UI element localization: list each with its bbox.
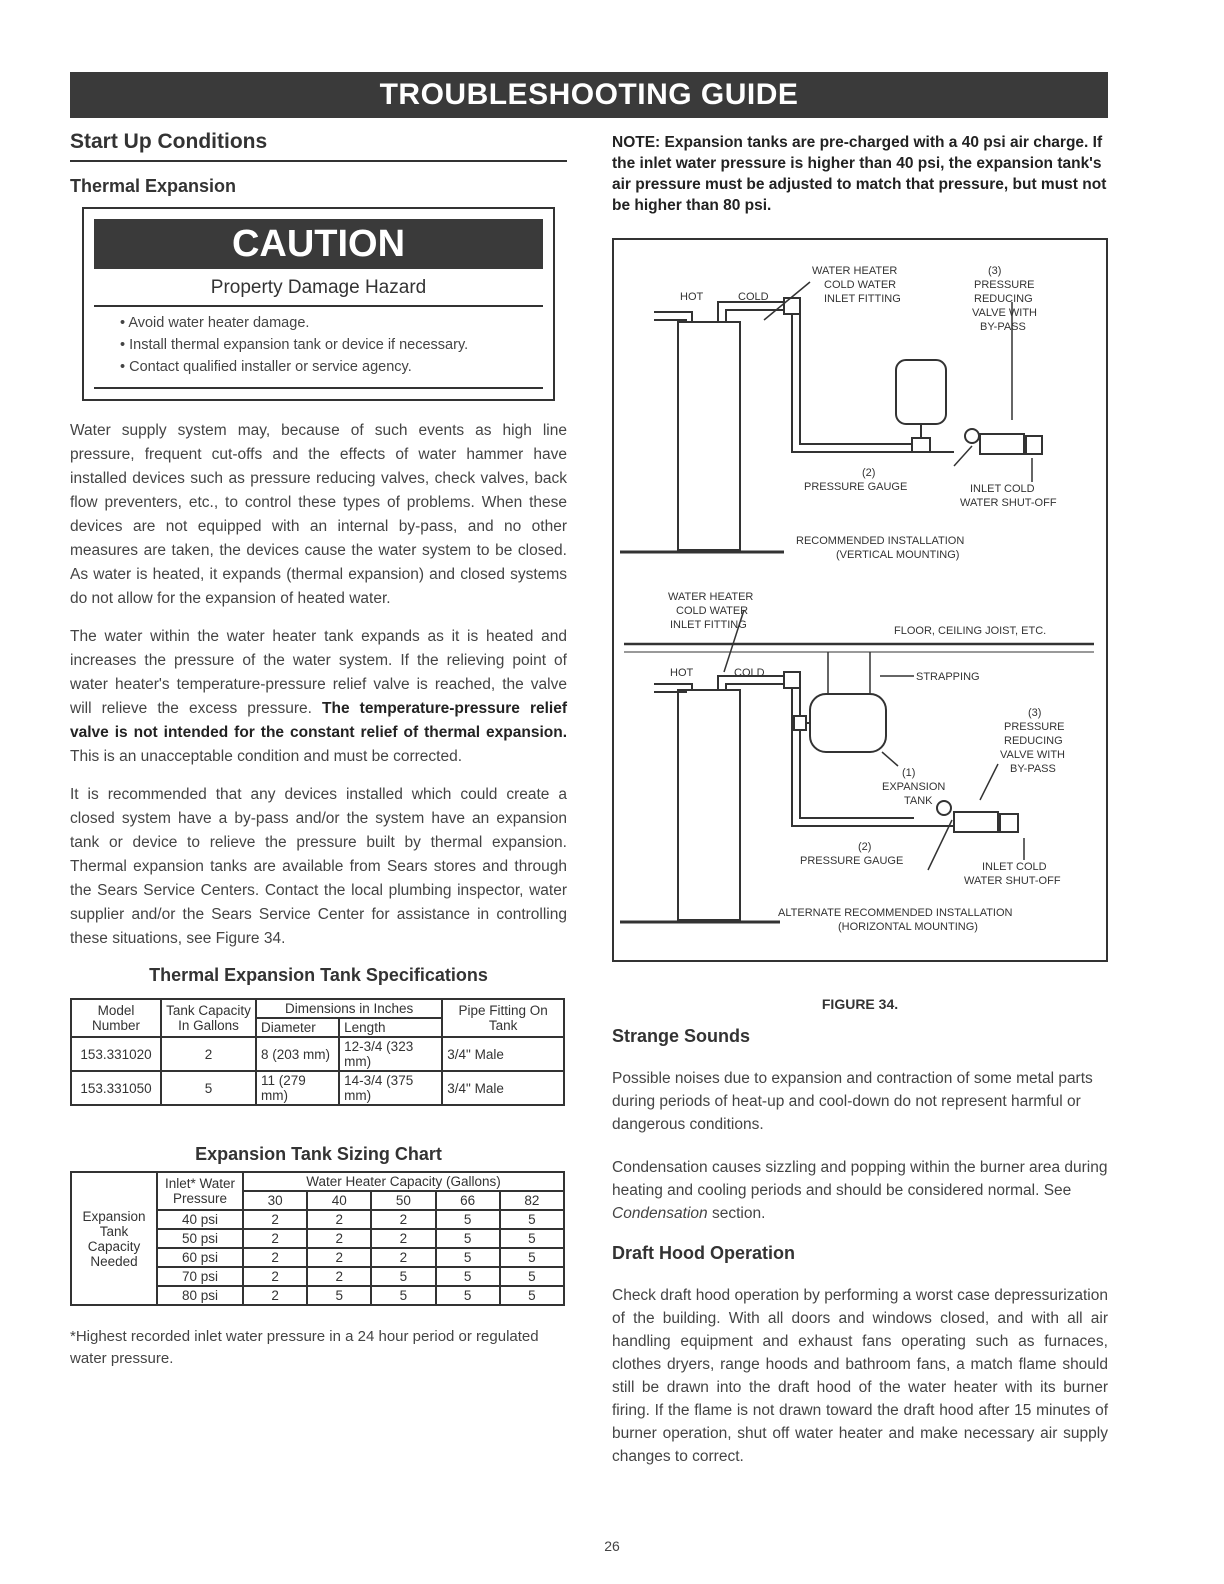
table-cell: 5 [500, 1267, 564, 1286]
table-cell: 5 [500, 1286, 564, 1305]
label-shutoff: WATER SHUT-OFF [960, 497, 1057, 509]
label-gauge: PRESSURE GAUGE [804, 481, 908, 493]
table-cell: 153.331050 [71, 1071, 161, 1105]
spec-table [70, 998, 565, 1106]
table-cell: 5 [436, 1286, 500, 1305]
table-cell: 2 [307, 1229, 371, 1248]
capacity-header: 66 [436, 1191, 500, 1210]
label-prv: (3) [1028, 707, 1042, 719]
pressure-cell: 50 psi [157, 1229, 243, 1248]
label-hot: HOT [670, 667, 694, 679]
label-shutoff: INLET COLD [970, 483, 1035, 495]
table-cell: 2 [371, 1229, 435, 1248]
table-cell: 5 [307, 1286, 371, 1305]
table-cell: 2 [243, 1248, 307, 1267]
draft-hood-title: Draft Hood Operation [612, 1243, 795, 1263]
shutoff-valve [1026, 436, 1042, 454]
paragraph: The water within the water heater tank expands as it is heated and increases the pressure of the water system. If the relieving point of water heater's temperature-pressure relief valve is reached, the valve will relieve the excess pressure. The temperature-pressure relief valve is not intended for the constant relief of thermal expansion. This is an unacceptable condition and must be corrected. [70, 628, 568, 765]
subsection-title: Thermal Expansion [70, 176, 237, 196]
shutoff-valve [1000, 814, 1018, 832]
paragraph: Water supply system may, because of such events as high line pressure, frequent cut-offs and the effects of water hammer have installed devices such as pressure reducing valves, check valves, back flow preventers, etc., to control these types of problems. When these devices are not equipped with an internal by-pass, and no other measures are taken, the devices cause the water system to be closed. As water is heated, it expands (thermal expansion) and closed systems do not allow for the expansion of heated water. [70, 422, 567, 607]
label-caption: (HORIZONTAL MOUNTING) [838, 921, 978, 933]
table-cell: 2 [161, 1037, 256, 1071]
cold-pipe [718, 302, 792, 322]
label-gauge: (2) [862, 467, 876, 479]
table-cell: 12-3/4 (323 mm) [339, 1037, 442, 1071]
table-header: Diameter [256, 1018, 339, 1037]
hot-pipe [654, 684, 692, 692]
label-cold: COLD [738, 291, 769, 303]
table-cell: 2 [243, 1286, 307, 1305]
table-cell: 5 [436, 1210, 500, 1229]
table-cell: 5 [500, 1248, 564, 1267]
strange-sounds-title: Strange Sounds [612, 1026, 751, 1046]
table-row [71, 1037, 564, 1071]
table-cell: 2 [243, 1267, 307, 1286]
label-tank: EXPANSION [882, 781, 946, 793]
label-caption: RECOMMENDED INSTALLATION [796, 535, 965, 547]
table-cell: 5 [436, 1248, 500, 1267]
label-gauge: (2) [858, 841, 872, 853]
table-cell: 14-3/4 (375 mm) [339, 1071, 442, 1105]
caution-item: • Install thermal expansion tank or device if necessary. [120, 337, 543, 353]
label-fitting: INLET FITTING [824, 293, 901, 305]
pressure-cell: 60 psi [157, 1248, 243, 1267]
table-cell: 5 [500, 1229, 564, 1248]
table-row [71, 1071, 564, 1105]
table-cell: 2 [243, 1229, 307, 1248]
label-prv: VALVE WITH [1000, 749, 1065, 761]
page-number: 26 [604, 1538, 620, 1554]
pressure-cell: 70 psi [157, 1267, 243, 1286]
left-column [70, 128, 567, 1370]
section-title: Start Up Conditions [70, 130, 567, 162]
label-prv: BY-PASS [1010, 763, 1056, 775]
caution-subheading: Property Damage Hazard [94, 269, 543, 307]
table-cell: 153.331020 [71, 1037, 161, 1071]
figure-caption: FIGURE 34. [821, 996, 899, 1012]
table-header: Model Number [71, 999, 161, 1037]
label-prv: BY-PASS [980, 321, 1026, 333]
caution-list [94, 315, 543, 389]
capacity-header: 40 [307, 1191, 371, 1210]
table-cell: 2 [307, 1210, 371, 1229]
installation-diagram [614, 240, 1106, 960]
water-heater-horizontal [678, 690, 740, 920]
table-cell: 2 [243, 1210, 307, 1229]
pressure-gauge [965, 429, 979, 443]
label-prv: REDUCING [974, 293, 1033, 305]
table-header: Inlet* Water Pressure [157, 1172, 243, 1210]
label-prv: (3) [988, 265, 1002, 277]
caution-item: • Avoid water heater damage. [120, 315, 543, 331]
table-cell: 3/4" Male [442, 1071, 564, 1105]
label-shutoff: INLET COLD [982, 861, 1047, 873]
table-cell: 5 [436, 1267, 500, 1286]
label-fitting: WATER HEATER [668, 591, 754, 603]
label-prv: PRESSURE [1004, 721, 1065, 733]
note: NOTE: Expansion tanks are pre-charged with a 40 psi air charge. If the inlet water pressure is higher than 40 psi, the expansion tank's air pressure must be adjusted to match that pressure, but must not be higher than 80 psi. [612, 134, 1107, 214]
pressure-gauge [937, 801, 951, 815]
capacity-header: 30 [243, 1191, 307, 1210]
caution-heading: CAUTION [94, 219, 543, 269]
water-heater-vertical [678, 322, 740, 550]
label-fitting: COLD WATER [676, 605, 749, 617]
expansion-tank-vertical [896, 360, 946, 424]
label-prv: VALVE WITH [972, 307, 1037, 319]
table-cell: 5 [500, 1210, 564, 1229]
table-cell: 5 [161, 1071, 256, 1105]
pressure-cell: 80 psi [157, 1286, 243, 1305]
hot-pipe [654, 312, 692, 322]
label-fitting: INLET FITTING [670, 619, 747, 631]
table-cell: 5 [371, 1286, 435, 1305]
label-fitting: WATER HEATER [812, 265, 898, 277]
pressure-reducing-valve [954, 812, 998, 832]
label-cold: COLD [734, 667, 765, 679]
sizing-table-title: Expansion Tank Sizing Chart [195, 1144, 442, 1164]
page-title: TROUBLESHOOTING GUIDE [379, 78, 799, 111]
table-cell: 2 [307, 1248, 371, 1267]
spec-table-title: Thermal Expansion Tank Specifications [149, 965, 488, 985]
paragraph: Check draft hood operation by performing a worst case depressurization of the building. With all doors and windows closed, and with all air handling equipment and exhaust fans operating such as furnaces, clothes dryers, range hoods and bathroom fans, a match flame should still be drawn into the draft hood of the water heater with its burner firing. If the flame is not drawn toward the draft hood after 15 minutes of burner operation, shut off water heater and make necessary air supply changes to correct. [612, 1287, 1108, 1465]
label-prv: REDUCING [1004, 735, 1063, 747]
label-gauge: PRESSURE GAUGE [800, 855, 904, 867]
pressure-cell: 40 psi [157, 1210, 243, 1229]
table-header: Length [339, 1018, 442, 1037]
label-floor: FLOOR, CEILING JOIST, ETC. [894, 625, 1047, 637]
label-shutoff: WATER SHUT-OFF [964, 875, 1061, 887]
label-caption: (VERTICAL MOUNTING) [836, 549, 960, 561]
footnote: *Highest recorded inlet water pressure in a 24 hour period or regulated water pressure. [70, 1328, 539, 1367]
table-header: Tank Capacity In Gallons [161, 999, 256, 1037]
label-fitting: COLD WATER [824, 279, 897, 291]
table-cell: 3/4" Male [442, 1037, 564, 1071]
table-header: Water Heater Capacity (Gallons) [243, 1172, 564, 1191]
bottom-diagram [620, 591, 1094, 933]
table-cell: 2 [307, 1267, 371, 1286]
capacity-header: 50 [371, 1191, 435, 1210]
row-label: Expansion Tank Capacity Needed [71, 1172, 157, 1305]
paragraph: Possible noises due to expansion and contraction of some metal parts during periods of heat-up and cool-down do not represent harmful or dangerous conditions. [612, 1070, 1093, 1133]
label-caption: ALTERNATE RECOMMENDED INSTALLATION [778, 907, 1013, 919]
table-header: Pipe Fitting On Tank [442, 999, 564, 1037]
pressure-reducing-valve [980, 434, 1024, 454]
right-column [612, 128, 1108, 1468]
table-cell: 5 [436, 1229, 500, 1248]
sizing-table [70, 1171, 565, 1306]
label-hot: HOT [680, 291, 704, 303]
label-prv: PRESSURE [974, 279, 1035, 291]
table-cell: 2 [371, 1248, 435, 1267]
italic-reference: Condensation [612, 1205, 708, 1222]
table-header: Dimensions in Inches [256, 999, 442, 1018]
caution-box [82, 207, 555, 401]
table-cell: 2 [371, 1210, 435, 1229]
table-cell: 8 (203 mm) [256, 1037, 339, 1071]
caution-item: • Contact qualified installer or service agency. [120, 359, 543, 375]
capacity-header: 82 [500, 1191, 564, 1210]
table-cell: 11 (279 mm) [256, 1071, 339, 1105]
top-diagram [620, 265, 1057, 561]
expansion-tank-horizontal [810, 694, 886, 752]
paragraph: Condensation causes sizzling and popping within the burner area during heating and cooling periods and should be considered normal. See Condensation section. [612, 1159, 1108, 1222]
paragraph: It is recommended that any devices installed which could create a closed system have a by-pass and/or the system have an expansion tank or device to relieve the pressure built by thermal expansion. Thermal expansion tanks are available from Sears stores and through the Sears Service Centers. Contact the local plumbing inspector, water supplier and/or the Sears Service Center for assistance in controlling these situations, see Figure 34. [70, 786, 567, 947]
bold-warning: The temperature-pressure relief valve is not intended for the constant relief of thermal expansion. [70, 700, 568, 741]
label-tank: TANK [904, 795, 933, 807]
figure-34 [612, 238, 1108, 962]
label-tank: (1) [902, 767, 916, 779]
table-cell: 5 [371, 1267, 435, 1286]
label-strapping: STRAPPING [916, 671, 980, 683]
header-banner [70, 72, 1108, 118]
